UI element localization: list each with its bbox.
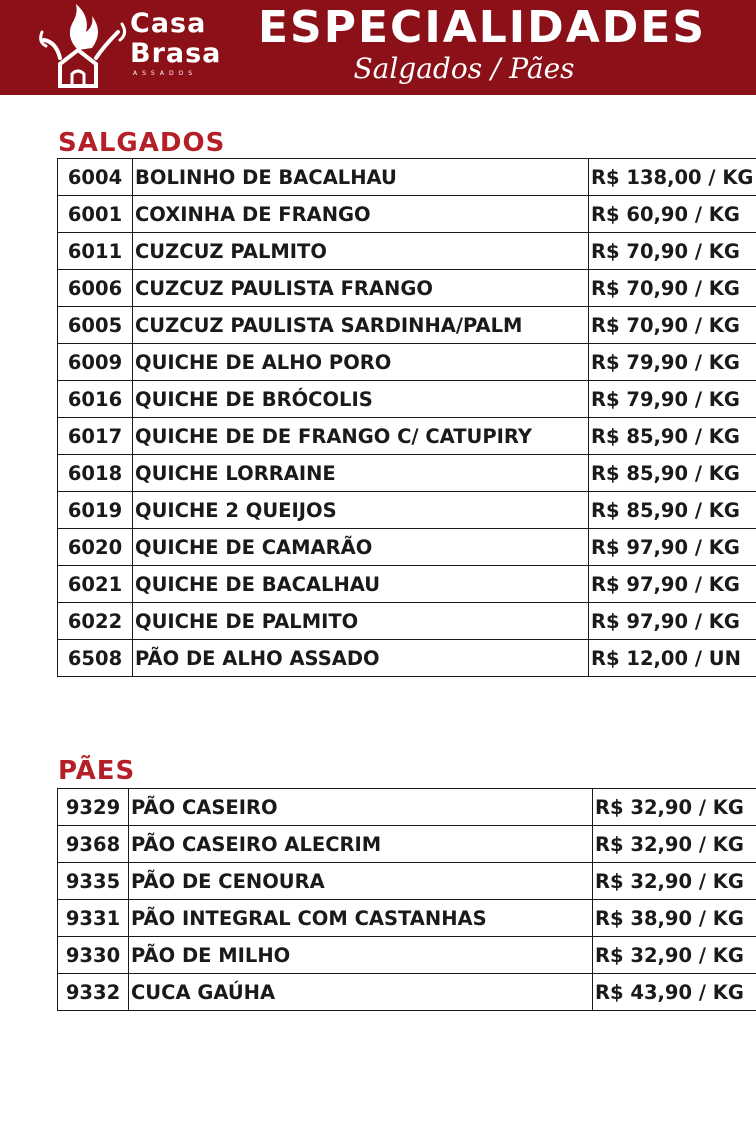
brand-line-2: Brasa: [130, 38, 222, 69]
item-name: CUCA GAÚHA: [129, 974, 593, 1011]
item-code: 9332: [58, 974, 129, 1011]
item-code: 6022: [58, 603, 133, 640]
table-row: [58, 529, 756, 566]
table-row: [58, 789, 756, 826]
item-name: PÃO CASEIRO ALECRIM: [129, 826, 593, 863]
item-code: 6508: [58, 640, 133, 677]
item-name: PÃO INTEGRAL COM CASTANHAS: [129, 900, 593, 937]
item-code: 6020: [58, 529, 133, 566]
brand-sub: ASSADOS: [133, 70, 198, 77]
item-code: 9335: [58, 863, 129, 900]
table-row: [58, 196, 756, 233]
item-name: PÃO DE CENOURA: [129, 863, 593, 900]
item-name: QUICHE LORRAINE: [133, 455, 589, 492]
item-code: 9331: [58, 900, 129, 937]
item-price: R$ 60,90 / KG: [589, 196, 756, 233]
item-price: R$ 85,90 / KG: [589, 492, 756, 529]
item-name: QUICHE DE ALHO PORO: [133, 344, 589, 381]
table-row: [58, 863, 756, 900]
item-code: 9368: [58, 826, 129, 863]
table-row: [58, 603, 756, 640]
item-code: 6005: [58, 307, 133, 344]
table-row: [58, 566, 756, 603]
section-title-paes: PÃES: [58, 756, 136, 786]
item-price: R$ 38,90 / KG: [593, 900, 756, 937]
item-name: BOLINHO DE BACALHAU: [133, 159, 589, 196]
item-name: QUICHE DE PALMITO: [133, 603, 589, 640]
item-code: 6016: [58, 381, 133, 418]
item-price: R$ 32,90 / KG: [593, 826, 756, 863]
item-name: QUICHE DE BRÓCOLIS: [133, 381, 589, 418]
item-price: R$ 70,90 / KG: [589, 307, 756, 344]
item-price: R$ 79,90 / KG: [589, 381, 756, 418]
item-code: 6017: [58, 418, 133, 455]
item-name: PÃO DE MILHO: [129, 937, 593, 974]
salgados-table: [57, 158, 756, 677]
table-row: [58, 233, 756, 270]
item-price: R$ 97,90 / KG: [589, 566, 756, 603]
item-name: QUICHE DE BACALHAU: [133, 566, 589, 603]
item-price: R$ 12,00 / UN: [589, 640, 756, 677]
item-code: 6004: [58, 159, 133, 196]
item-price: R$ 43,90 / KG: [593, 974, 756, 1011]
item-name: CUZCUZ PAULISTA FRANGO: [133, 270, 589, 307]
item-price: R$ 138,00 / KG: [589, 159, 756, 196]
item-price: R$ 70,90 / KG: [589, 270, 756, 307]
item-name: CUZCUZ PALMITO: [133, 233, 589, 270]
page-subtitle: Salgados / Pães: [353, 52, 575, 85]
item-code: 6001: [58, 196, 133, 233]
table-row: [58, 826, 756, 863]
table-row: [58, 974, 756, 1011]
item-price: R$ 97,90 / KG: [589, 603, 756, 640]
table-row: [58, 418, 756, 455]
table-row: [58, 937, 756, 974]
item-name: PÃO DE ALHO ASSADO: [133, 640, 589, 677]
section-title-salgados: SALGADOS: [58, 128, 226, 158]
table-row: [58, 900, 756, 937]
item-price: R$ 97,90 / KG: [589, 529, 756, 566]
item-price: R$ 32,90 / KG: [593, 937, 756, 974]
brand-line-1: Casa: [130, 8, 207, 39]
item-name: COXINHA DE FRANGO: [133, 196, 589, 233]
item-code: 6021: [58, 566, 133, 603]
page-title: ESPECIALIDADES: [258, 2, 707, 53]
table-row: [58, 492, 756, 529]
item-price: R$ 85,90 / KG: [589, 455, 756, 492]
table-row: [58, 344, 756, 381]
item-code: 6006: [58, 270, 133, 307]
item-code: 6019: [58, 492, 133, 529]
item-code: 6018: [58, 455, 133, 492]
table-row: [58, 159, 756, 196]
header-banner: [0, 0, 756, 95]
table-row: [58, 640, 756, 677]
item-name: CUZCUZ PAULISTA SARDINHA/PALM: [133, 307, 589, 344]
item-price: R$ 32,90 / KG: [593, 789, 756, 826]
item-code: 6011: [58, 233, 133, 270]
item-name: QUICHE 2 QUEIJOS: [133, 492, 589, 529]
item-price: R$ 70,90 / KG: [589, 233, 756, 270]
item-code: 9330: [58, 937, 129, 974]
paes-table: [57, 788, 756, 1011]
table-row: [58, 381, 756, 418]
item-price: R$ 79,90 / KG: [589, 344, 756, 381]
item-code: 9329: [58, 789, 129, 826]
item-name: PÃO CASEIRO: [129, 789, 593, 826]
item-name: QUICHE DE DE FRANGO C/ CATUPIRY: [133, 418, 589, 455]
item-name: QUICHE DE CAMARÃO: [133, 529, 589, 566]
table-row: [58, 307, 756, 344]
item-price: R$ 32,90 / KG: [593, 863, 756, 900]
item-price: R$ 85,90 / KG: [589, 418, 756, 455]
table-row: [58, 455, 756, 492]
table-row: [58, 270, 756, 307]
item-code: 6009: [58, 344, 133, 381]
